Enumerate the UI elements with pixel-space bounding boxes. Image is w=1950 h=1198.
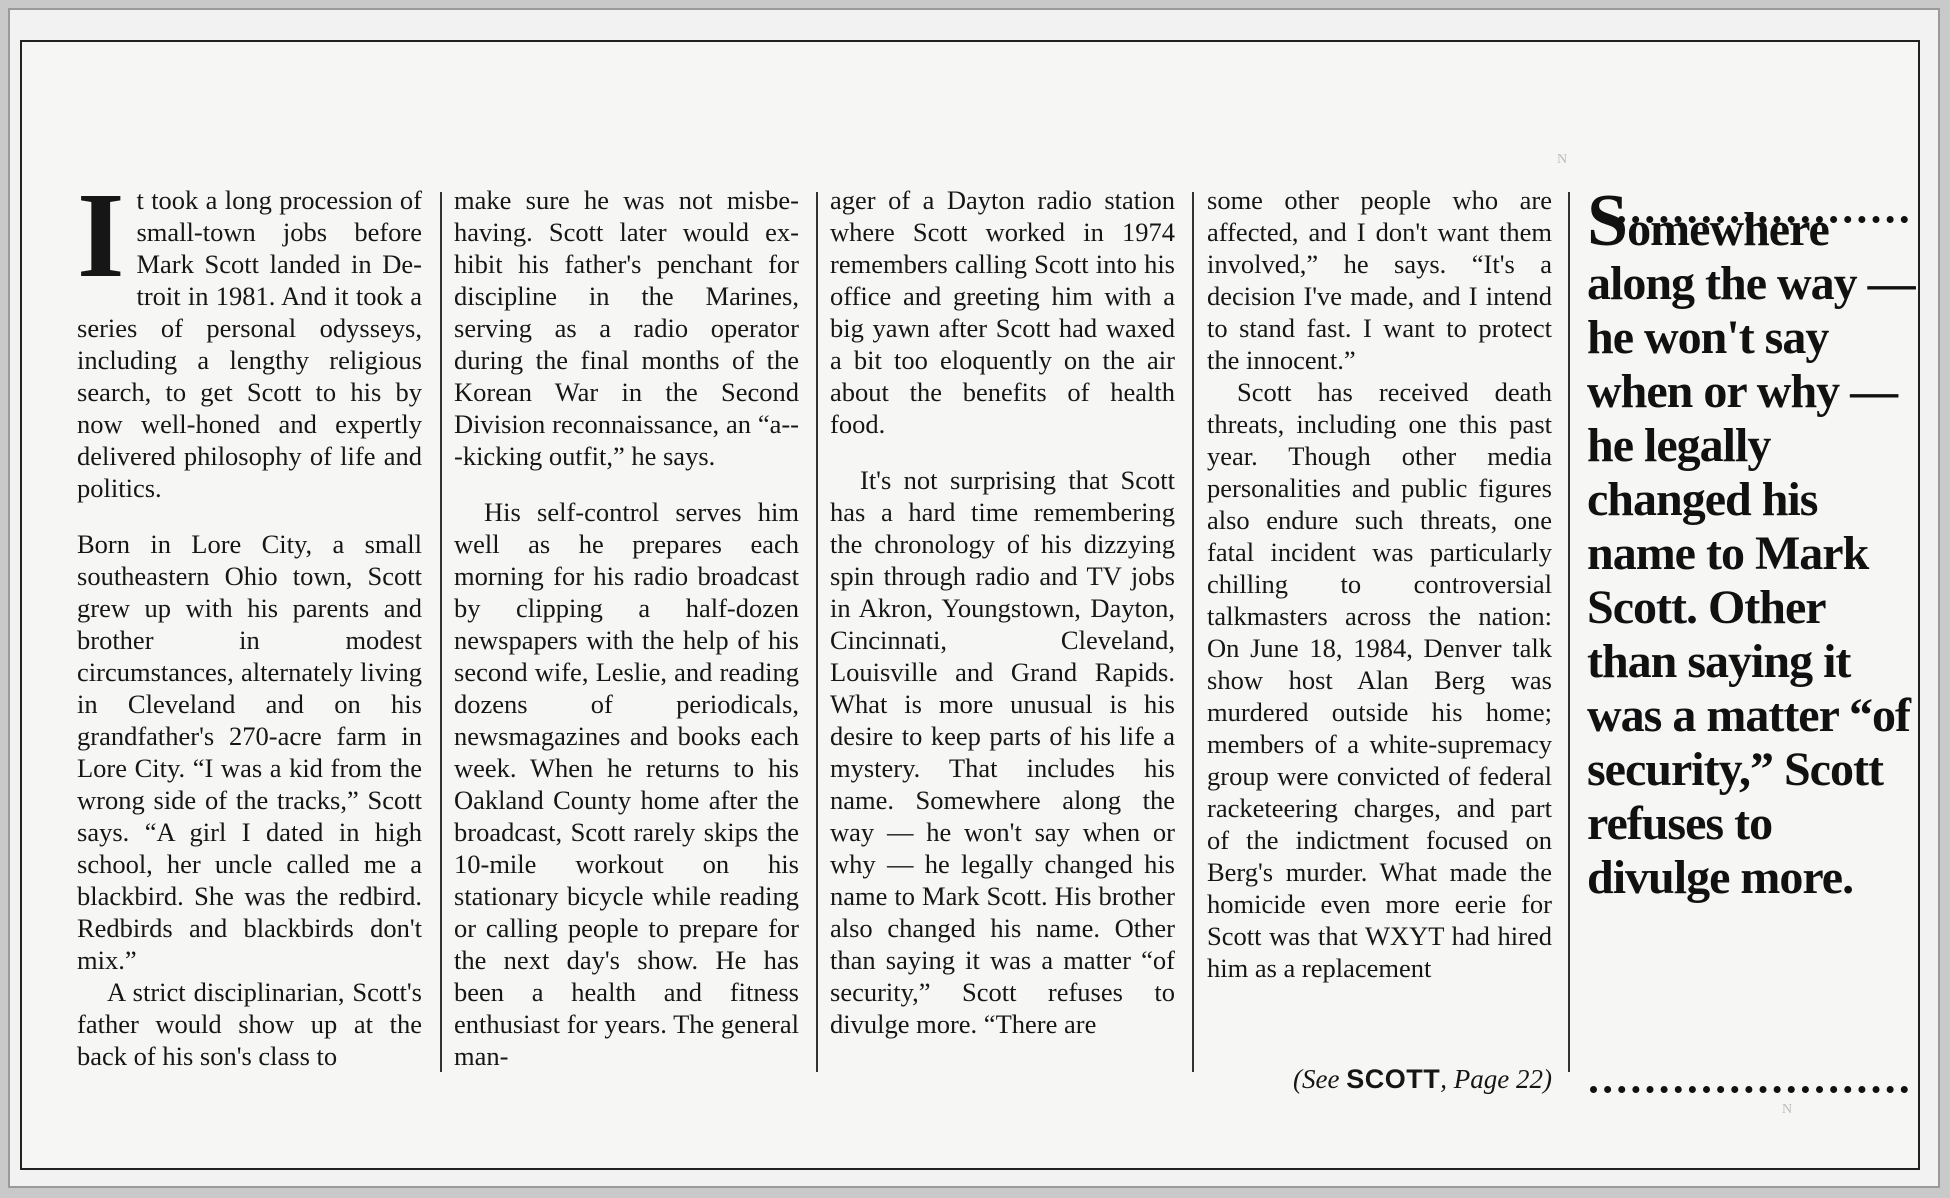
continuation-page: Page 22 [1453,1064,1543,1094]
continuation-close: ) [1543,1064,1552,1094]
continuation-open: (See [1293,1064,1347,1094]
article-frame [20,40,1920,1170]
paragraph: His self-control serves him well as he prepares each morning for his radio broadcast by clipping a half-dozen newspapers with the help of his second wife, Leslie, and reading dozens of periodicals, newsmagazines and books each week. When he returns to his Oakland County home after the broadcast, Scott rarely skips the 10-mile workout on his stationary bicycle while reading or calling people to prepare for the next day's show. He has been a health and fitness enthusiast for years. The general man- [454,497,799,1071]
paragraph: Born in Lore City, a small southeastern Ohio town, Scott grew up with his parents and brother in modest circumstances, alternately living in Cleveland and on his grandfather's 270-acre farm in Lore City. “I was a kid from the wrong side of the tracks,” Scott says. “A girl I dated in high school, her uncle called me a blackbird. She was the redbird. Redbirds and blackbirds don't mix.” [77,529,422,975]
paragraph: ager of a Dayton radio station where Scott worked in 1974 remembers calling Scott into his office and greeting him with a big yawn after Scott had waxed a bit too eloquently on the air about the benefits of health food. [830,185,1175,439]
scanned-page [8,8,1940,1188]
pull-quote-text: omewhere along the way — he won't say when or why — he legally changed his name to Mark Scott. Other than saying it was a matter “of security,” Scott refuses to divulge more. [1587,203,1915,904]
article-column-2 [454,184,799,1072]
paragraph: some other people who are affected, and I don't want them involved,” he says. “It's a decision I've made, and I intend to stand fast. I want to protect the innocent.” [1207,185,1552,375]
scan-mark: N [1782,1102,1793,1117]
column-divider [1192,192,1194,1072]
column-divider [440,192,442,1072]
opening-text: t took a long procession of small-town jobs before Mark Scott landed in Detroit in 1981. And it took a series of personal odysseys, including a lengthy religious search, to get Scott to his by now well-honed and expertly delivered philosophy of life and politics. [77,185,422,503]
drop-cap: I [77,168,125,303]
paragraph: A strict disciplinarian, Scott's father would show up at the back of his son's class to [77,977,422,1071]
article-column-1 [77,168,422,1072]
column-divider [1568,192,1570,1072]
paragraph: Scott has received death threats, including one this past year. Though other media personalities and public figures also endure such threats, one fatal incident was particularly chilling to controversial talkmasters across the nation: On June 18, 1984, Denver talk show host Alan Berg was murdered outside his home; members of a white-supremacy group were convicted of federal racketeering charges, and part of the indictment focused on Berg's murder. What made the homicide even more eerie for Scott was that WXYT had hired him as a replacement [1207,377,1552,983]
article-column-4 [1207,184,1552,984]
article-column-3 [830,184,1175,1040]
pull-quote-initial: S [1587,180,1628,262]
paragraph: It's not surprising that Scott has a hard time remembering the chronology of his dizzying spin through radio and TV jobs in Akron, Youngstown, Dayton, Cincinnati, Cleveland, Louisville and Grand Rapids. What is more unusual is his desire to keep parts of his life a mystery. That includes his name. Somewhere along the way — he won't say when or why — he legally changed his name to Mark Scott. His brother also changed his name. Other than saying it was a matter “of security,” Scott refuses to divulge more. “There are [830,465,1175,1039]
scan-mark: N [1557,152,1568,167]
continuation-name: SCOTT [1346,1064,1441,1094]
continuation-line [1207,1064,1552,1095]
continuation-sep: , [1440,1064,1454,1094]
pull-quote [1587,180,1917,905]
column-divider [816,192,818,1072]
paragraph: make sure he was not misbehaving. Scott later would exhibit his father's penchant for discipline in the Marines, serving as a radio operator during the final months of the Korean War in the Second Division reconnaissance, an “a---kicking outfit,” he says. [454,185,799,471]
opening-paragraph [77,168,422,504]
dotted-rule-bottom [1590,1086,1908,1101]
